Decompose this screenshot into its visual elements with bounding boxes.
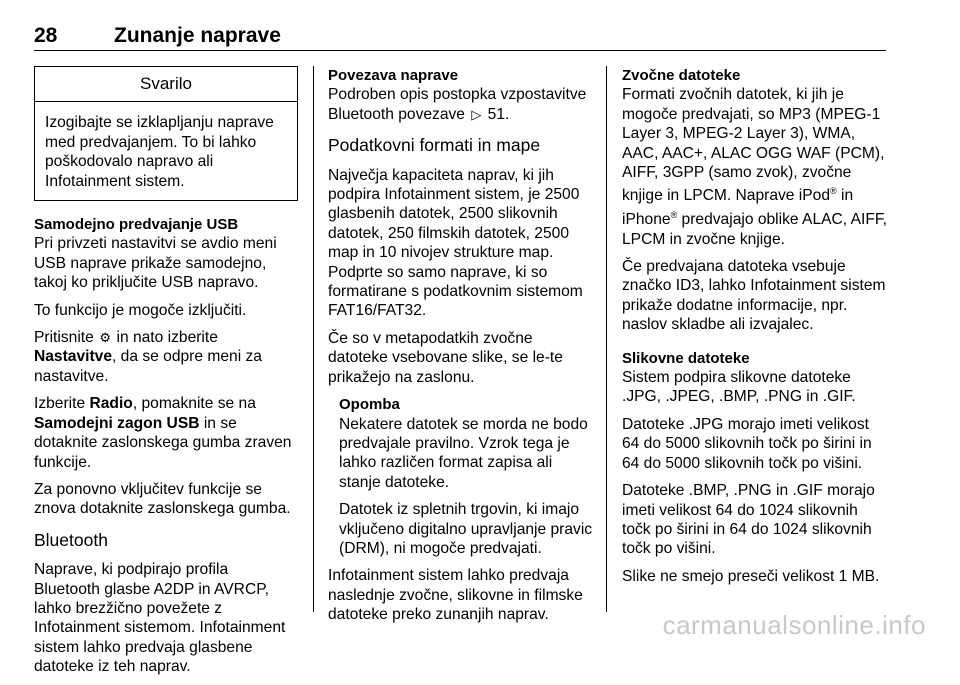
paragraph: Podroben opis postopka vzpostavitve Bluetooth povezave ▷ 51.: [328, 86, 587, 123]
column-divider: [606, 66, 607, 612]
device-connection-heading: Povezava naprave: [328, 67, 459, 84]
usb-autoplay-heading: Samodejno predvajanje USB: [34, 216, 239, 234]
section-title: Zunanje naprave: [114, 24, 281, 47]
note-block: [328, 395, 596, 558]
paragraph: Datotek iz spletnih trgovin, ki imajo vključeno digitalno upravljanje pravic (DRM), ni mogoče predvajati.: [339, 501, 593, 557]
paragraph: Če predvajana datoteka vsebuje značko ID3, lahko Infotainment sistem prikaže dodatne informacije, npr. naslov skladbe ali izvajalec.: [622, 258, 886, 334]
paragraph: Datoteke .JPG morajo imeti velikost 64 do 5000 slikovnih točk po širini in 64 do 5000 slikovnih točk po višini.: [622, 415, 872, 472]
bluetooth-heading: Bluetooth: [34, 529, 108, 550]
paragraph: Nekatere datotek se morda ne bodo predvajale pravilno. Vzrok tega je lahko različen format zapisa ali stanje datoteke.: [339, 415, 588, 491]
column-3: [622, 66, 890, 594]
paragraph: Datoteke .BMP, .PNG in .GIF morajo imeti velikost 64 do 1024 slikovnih točk po širini in 64 do 1024 slikovnih točk po višini.: [622, 482, 875, 558]
paragraph: Če so v metapodatkih zvočne datoteke vsebovane slike, se le-te prikažejo na zaslonu.: [328, 329, 563, 386]
paragraph: Infotainment sistem lahko predvaja naslednje zvočne, slikovne in filmske datoteke preko zunanjih naprav.: [328, 567, 583, 624]
paragraph: Za ponovno vključitev funkcije se znova dotaknite zaslonskega gumba.: [34, 480, 291, 518]
warning-box: [34, 66, 298, 201]
paragraph: Slike ne smejo preseči velikost 1 MB.: [622, 567, 880, 585]
note-heading: Opomba: [339, 396, 400, 414]
warning-text: Izogibajte se izklapljanju naprave med predvajanjem. To bi lahko poškodovalo napravo ali Infotainment sistem.: [45, 114, 274, 190]
paragraph: Pri privzeti nastavitvi se avdio meni USB naprave prikaže samodejno, takoj ko priključite USB napravo.: [34, 235, 277, 292]
page-number: 28: [34, 24, 58, 47]
paragraph: Največja kapaciteta naprav, ki jih podpira Infotainment sistem, je 2500 glasbenih datotek, 2500 slikovnih datotek, 250 filmskih datotek, 2500 map in 10 nivojev strukture map. Podprte so samo naprave, ki so formatirane s podatkovnim sistemom FAT16/FAT32.: [328, 166, 583, 320]
paragraph: To funkcijo je mogoče izključiti.: [34, 301, 247, 319]
paragraph: Izberite Radio, pomaknite se na Samodejni zagon USB in se dotaknite zaslonskega gumba zraven funkcije.: [34, 395, 292, 471]
paragraph: Naprave, ki podpirajo profila Bluetooth glasbe A2DP in AVRCP, lahko brezžično povežete z Infotainment sistemom. Infotainment sistem lahko predvaja glasbene datoteke iz teh naprav.: [34, 561, 286, 676]
page-header: [34, 16, 886, 51]
paragraph: Sistem podpira slikovne datoteke .JPG, .JPEG, .BMP, .PNG in .GIF.: [622, 369, 856, 406]
column-2: [328, 66, 596, 633]
watermark: carmanualsonline.info: [662, 610, 926, 640]
audio-files-heading: Zvočne datoteke: [622, 67, 741, 84]
paragraph: Formati zvočnih datotek, ki jih je mogoče predvajati, so MP3 (MPEG-1 Layer 3, MPEG-2 Layer 3), WMA, AAC, AAC+, ALAC OGG WAF (PCM), AIFF, 3GPP (samo zvok), zvočne knjige in LPCM. Naprave iPod® in iPhone® predvajajo oblike ALAC, AIFF, LPCM in zvočne knjige.: [622, 86, 887, 248]
column-divider: [313, 66, 314, 612]
paragraph: Pritisnite ⚙ in nato izberite Nastavitve, da se odpre meni za nastavitve.: [34, 329, 262, 385]
warning-title: Svarilo: [35, 67, 297, 102]
column-1: [34, 66, 298, 685]
gear-icon: ⚙: [99, 330, 111, 346]
data-formats-heading: Podatkovni formati in mape: [328, 135, 541, 156]
image-files-heading: Slikovne datoteke: [622, 349, 750, 367]
arrow-reference-icon: ▷: [471, 106, 482, 122]
